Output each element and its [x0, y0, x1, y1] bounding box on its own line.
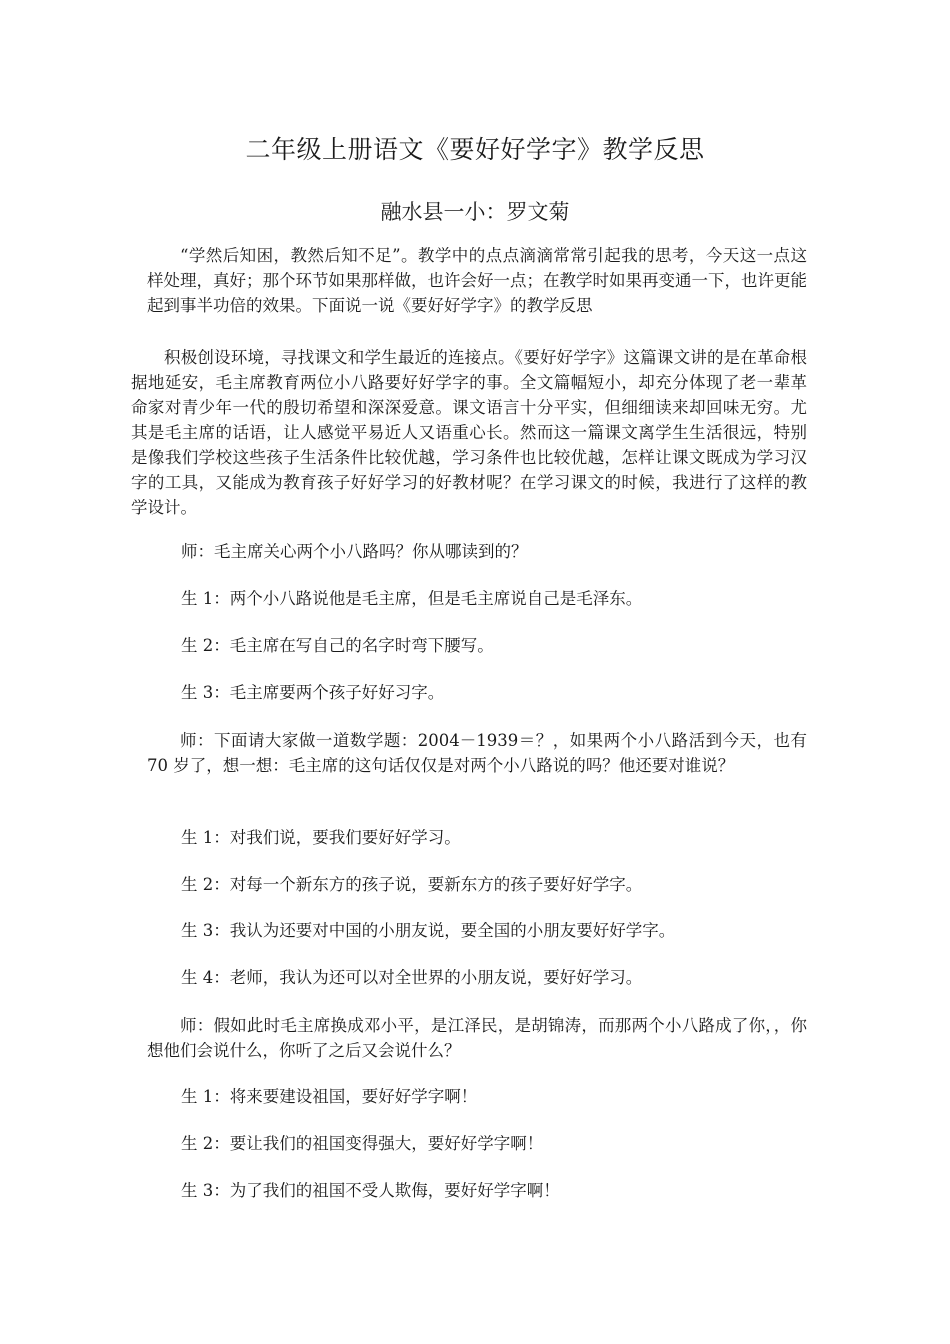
dialogue-line: 生 1：两个小八路说他是毛主席，但是毛主席说自己是毛泽东。 — [181, 589, 643, 608]
teacher-question-paragraph: 师：假如此时毛主席换成邓小平，是江泽民，是胡锦涛，而那两个小八路成了你，，你想他们会说什么，你听了之后又会说什么？ — [147, 1016, 807, 1060]
teacher-question-paragraph: 师：下面请大家做一道数学题：2004－1939＝？，如果两个小八路活到今天，也有 70 岁了，想一想：毛主席的这句话仅仅是对两个小八路说的吗？他还要对谁说？ — [147, 731, 807, 775]
dialogue-line: 生 3：我认为还要对中国的小朋友说，要全国的小朋友要好好学字。 — [181, 921, 676, 940]
dialogue-line: 生 2：毛主席在写自己的名字时弯下腰写。 — [181, 636, 494, 655]
dialogue-line: 生 2：对每一个新东方的孩子说，要新东方的孩子要好好学字。 — [181, 875, 643, 894]
document-title: 二年级上册语文《要好好学字》教学反思 — [245, 135, 705, 164]
intro-paragraph: “学然后知困，教然后知不足”。教学中的点点滴滴常常引起我的思考，今天这一点这样处理，真好；那个环节如果那样做，也许会好一点；在教学时如果再变通一下，也许更能起到事半功倍的效果。下面说一说《要好好学字》的教学反思 — [147, 246, 807, 315]
dialogue-line: 生 3：为了我们的祖国不受人欺侮，要好好学字啊！ — [181, 1181, 560, 1200]
dialogue-line: 生 3：毛主席要两个孩子好好习字。 — [181, 683, 445, 702]
dialogue-line: 师：毛主席关心两个小八路吗？你从哪读到的？ — [181, 542, 528, 561]
dialogue-line: 生 4：老师，我认为还可以对全世界的小朋友说，要好好学习。 — [181, 968, 643, 987]
dialogue-line: 生 1：对我们说，要我们要好好学习。 — [181, 828, 461, 847]
dialogue-line: 生 2：要让我们的祖国变得强大，要好好学字啊！ — [181, 1134, 544, 1153]
dialogue-line: 生 1：将来要建设祖国，要好好学字啊！ — [181, 1087, 478, 1106]
body-paragraph: 积极创设环境，寻找课文和学生最近的连接点。《要好好学字》这篇课文讲的是在革命根据地延安，毛主席教育两位小八路要好好学字的事。全文篇幅短小，却充分体现了老一辈革命家对青少年一代的殷切希望和深深爱意。课文语言十分平实，但细细读来却回味无穷。尤其是毛主席的话语，让人感觉平易近人又语重心长。然而这一篇课文离学生生活很远，特别是像我们学校这些孩子生活条件比较优越，学习条件也比较优越，怎样让课文既成为学习汉字的工具，又能成为教育孩子好好学习的好教材呢？在学习课文的时候，我进行了这样的教学设计。 — [131, 348, 807, 517]
document-author: 融水县一小：罗文菊 — [380, 200, 570, 224]
